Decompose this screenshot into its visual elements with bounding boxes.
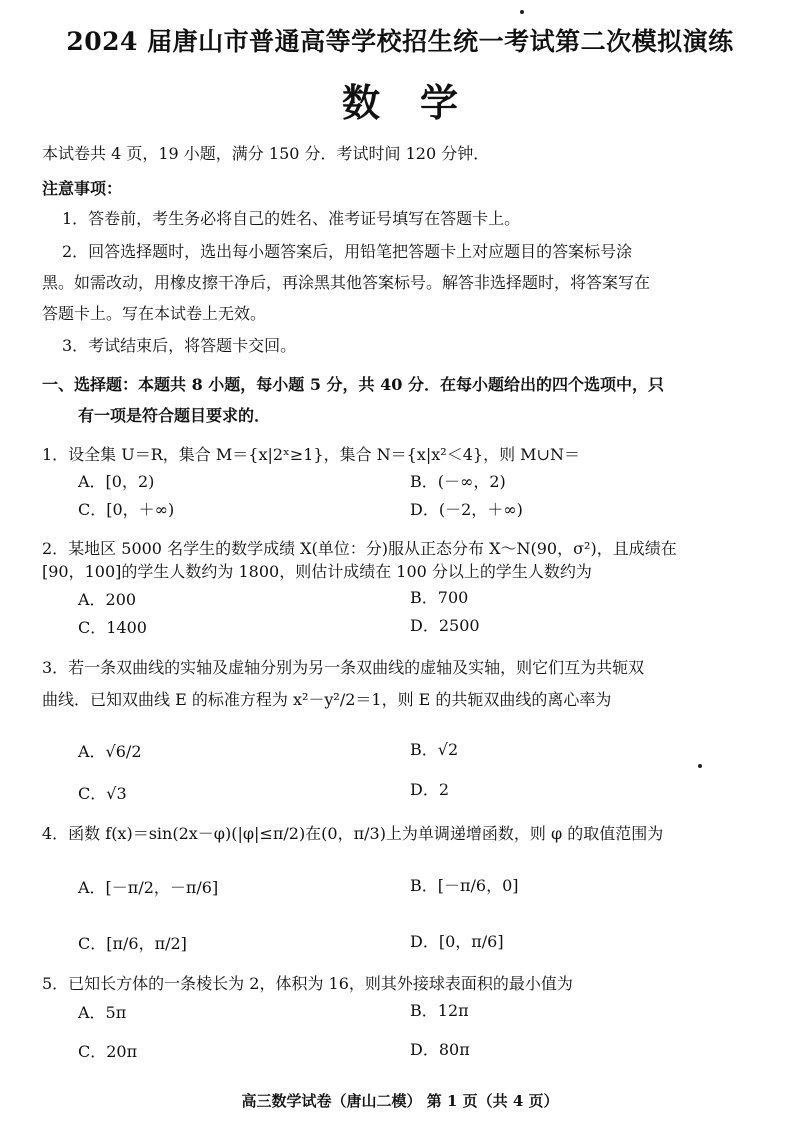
note-item: 3．考试结束后，将答题卡交回。 [62,336,297,355]
question-2-option-c: C．1400 [78,618,147,637]
subject-title: 数学 [341,80,498,125]
question-2-option-d: D．2500 [410,616,480,635]
question-5-option-d: D．80π [410,1040,470,1059]
question-5-stem: 5．已知长方体的一条棱长为 2，体积为 16，则其外接球表面积的最小值为 [42,974,573,993]
question-2-stem: 2．某地区 5000 名学生的数学成绩 X(单位：分)服从正态分布 X～N(90，σ²)，且成绩在 [42,539,677,558]
question-4-option-c: C．[π/6，π/2] [78,934,187,953]
scan-speck [520,10,524,14]
page-footer: 高三数学试卷（唐山二模） 第 1 页（共 4 页） [241,1092,559,1110]
question-3-option-d: D．2 [410,780,450,799]
question-3-stem-cont: 曲线．已知双曲线 E 的标准方程为 x²－y²/2＝1，则 E 的共轭双曲线的离心率为 [42,690,612,709]
question-5-option-b: B．12π [410,1001,469,1020]
notes-heading: 注意事项： [42,179,123,198]
question-2-stem-cont: [90，100]的学生人数约为 1800，则估计成绩在 100 分以上的学生人数约为 [42,562,592,581]
question-5-option-c: C．20π [78,1042,138,1061]
question-2-option-a: A．200 [78,590,137,609]
question-1-option-b: B．(－∞，2) [410,472,506,491]
question-4-option-a: A．[－π/2，－π/6] [78,878,219,897]
section-heading: 一、选择题：本题共 8 小题，每小题 5 分，共 40 分．在每小题给出的四个选项中，只 [42,375,664,394]
question-3-option-b: B．√2 [410,740,459,759]
question-1-stem: 1．设全集 U＝R，集合 M＝{x|2ˣ≥1}，集合 N＝{x|x²＜4}，则 M∪N＝ [42,445,580,464]
question-3-option-a: A．√6/2 [78,742,142,761]
section-heading-cont: 有一项是符合题目要求的． [78,406,271,425]
question-2-option-b: B．700 [410,588,469,607]
question-1-option-a: A．[0，2) [78,472,155,491]
question-4-option-d: D．[0，π/6] [410,932,504,951]
question-5-option-a: A．5π [78,1003,127,1022]
intro-text: 本试卷共 4 页，19 小题，满分 150 分．考试时间 120 分钟． [42,144,490,163]
scan-speck [698,764,702,768]
question-4-option-b: B．[－π/6，0] [410,876,519,895]
note-item: 2．回答选择题时，选出每小题答案后，用铅笔把答题卡上对应题目的答案标号涂 [62,242,633,261]
question-3-stem: 3．若一条双曲线的实轴及虚轴分别为另一条双曲线的虚轴及实轴，则它们互为共轭双 [42,658,645,677]
question-1-option-d: D．(－2，＋∞) [410,500,523,519]
question-4-stem: 4．函数 f(x)＝sin(2x－φ)(|φ|≤π/2)在(0，π/3)上为单调递增函数，则 φ 的取值范围为 [42,824,664,843]
exam-title: 2024 届唐山市普通高等学校招生统一考试第二次模拟演练 [66,27,734,56]
note-item: 黑。如需改动，用橡皮擦干净后，再涂黑其他答案标号。解答非选择题时，将答案写在 [42,273,651,292]
question-3-option-c: C．√3 [78,784,127,803]
note-item: 1．答卷前，考生务必将自己的姓名、准考证号填写在答题卡上。 [62,209,521,228]
note-item: 答题卡上。写在本试卷上无效。 [42,304,267,323]
question-1-option-c: C．[0，＋∞) [78,500,175,519]
